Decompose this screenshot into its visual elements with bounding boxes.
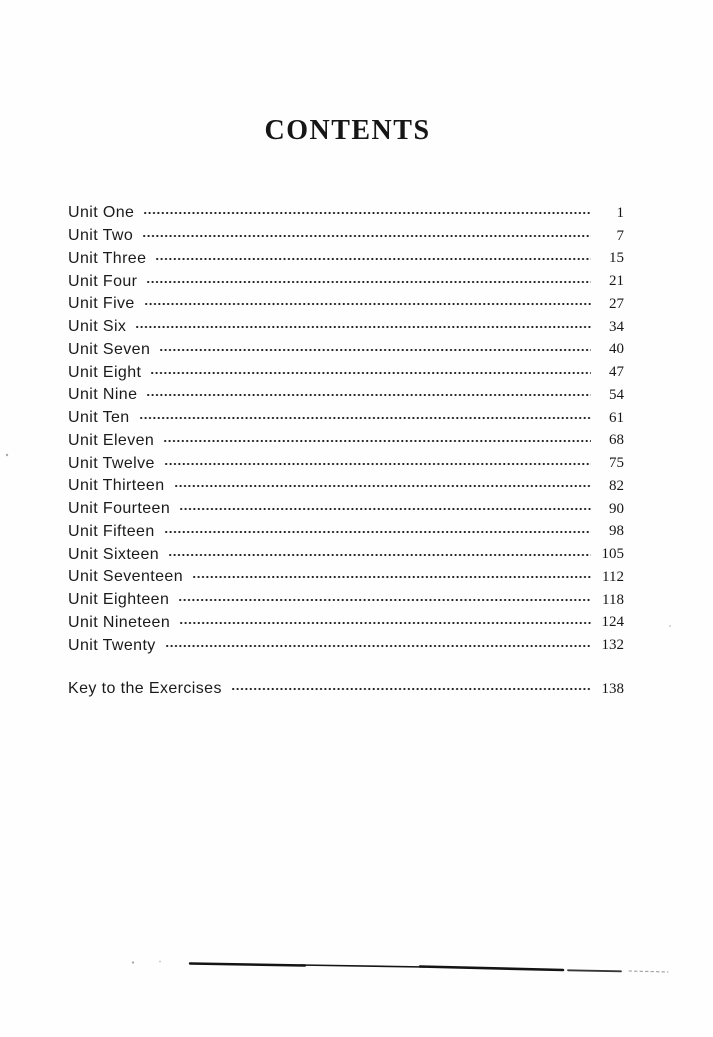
toc-entry-page-number: 90 bbox=[609, 500, 624, 517]
toc-entry-page-number: 40 bbox=[609, 341, 624, 358]
toc-entry bbox=[68, 270, 624, 293]
toc-entry bbox=[68, 225, 624, 248]
toc-entry-page-number: 15 bbox=[609, 250, 624, 267]
toc-entry-label: Unit Two bbox=[68, 227, 134, 245]
dot-leader bbox=[164, 527, 591, 537]
toc-entry bbox=[68, 407, 624, 430]
toc-entry bbox=[68, 293, 624, 316]
toc-entry bbox=[68, 498, 624, 521]
toc-entry-page-number: 34 bbox=[609, 318, 624, 335]
toc-entry-label: Unit Thirteen bbox=[68, 477, 165, 495]
page-title: CONTENTS bbox=[264, 115, 431, 146]
toc-entry-page-number: 54 bbox=[609, 386, 624, 403]
dot-leader bbox=[146, 277, 591, 287]
dot-leader bbox=[135, 322, 591, 332]
toc-entry-label: Unit One bbox=[68, 204, 135, 222]
toc-entry bbox=[68, 248, 624, 271]
toc-entry-page-number: 105 bbox=[601, 546, 624, 563]
toc-entry-page-number: 1 bbox=[616, 204, 624, 221]
toc-entry-label: Key to the Exercises bbox=[68, 680, 222, 698]
toc-entry-key bbox=[68, 678, 624, 701]
toc-entry bbox=[68, 316, 624, 339]
toc-entry bbox=[68, 612, 624, 635]
toc-entry-label: Unit Three bbox=[68, 249, 147, 267]
dot-leader bbox=[146, 390, 591, 400]
toc-entry-page-number: 47 bbox=[609, 364, 624, 381]
toc-entry-page-number: 112 bbox=[602, 568, 624, 585]
dot-leader bbox=[163, 436, 591, 446]
toc-entry bbox=[68, 430, 624, 453]
toc-entry-label: Unit Fourteen bbox=[68, 500, 171, 518]
toc-entry-page-number: 124 bbox=[601, 614, 624, 631]
toc-entry-page-number: 21 bbox=[609, 273, 624, 290]
toc-entry-page-number: 132 bbox=[601, 637, 624, 654]
toc-entry-page-number: 68 bbox=[609, 432, 624, 449]
toc-entry bbox=[68, 634, 624, 657]
dot-leader bbox=[231, 684, 591, 694]
dot-leader bbox=[174, 481, 591, 491]
toc-entry-page-number: 61 bbox=[609, 409, 624, 426]
dot-leader bbox=[144, 299, 591, 309]
toc-entry-page-number: 27 bbox=[609, 295, 624, 312]
toc-entry bbox=[68, 202, 624, 225]
dot-leader bbox=[143, 208, 591, 218]
dot-leader bbox=[179, 504, 591, 514]
toc-entry-label: Unit Six bbox=[68, 318, 127, 336]
dot-leader bbox=[178, 595, 591, 605]
dot-leader bbox=[165, 641, 591, 651]
toc-entry-label: Unit Eight bbox=[68, 363, 142, 381]
dot-leader bbox=[164, 459, 591, 469]
toc-entry bbox=[68, 566, 624, 589]
toc-entry-label: Unit Seventeen bbox=[68, 568, 184, 586]
toc-entry-label: Unit Four bbox=[68, 272, 138, 290]
toc-list bbox=[68, 202, 624, 701]
dot-leader bbox=[139, 413, 591, 423]
toc-entry bbox=[68, 521, 624, 544]
toc-entry-label: Unit Sixteen bbox=[68, 545, 160, 563]
toc-entry-label: Unit Eleven bbox=[68, 431, 155, 449]
toc-entry-page-number: 118 bbox=[602, 591, 624, 608]
dot-leader bbox=[142, 231, 591, 241]
scan-smudge-line bbox=[190, 964, 668, 973]
toc-entry-label: Unit Twelve bbox=[68, 454, 155, 472]
dot-leader bbox=[150, 368, 591, 378]
toc-entry-page-number: 138 bbox=[601, 680, 624, 697]
toc-entry-page-number: 82 bbox=[609, 477, 624, 494]
toc-entry-label: Unit Five bbox=[68, 295, 135, 313]
toc-entry-page-number: 98 bbox=[609, 523, 624, 540]
toc-entry-label: Unit Fifteen bbox=[68, 522, 155, 540]
dot-leader bbox=[168, 550, 591, 560]
toc-entry-page-number: 7 bbox=[616, 227, 624, 244]
toc-entry bbox=[68, 475, 624, 498]
toc-entry bbox=[68, 384, 624, 407]
toc-entry bbox=[68, 361, 624, 384]
dot-leader bbox=[179, 618, 591, 628]
dot-leader bbox=[192, 572, 591, 582]
dot-leader bbox=[159, 345, 591, 355]
toc-entry-label: Unit Eighteen bbox=[68, 591, 170, 609]
dot-leader bbox=[155, 254, 591, 264]
toc-entry-label: Unit Seven bbox=[68, 340, 151, 358]
toc-entry-label: Unit Ten bbox=[68, 409, 130, 427]
toc-entry-label: Unit Nine bbox=[68, 386, 138, 404]
toc-entry-label: Unit Nineteen bbox=[68, 613, 171, 631]
toc-entry-page-number: 75 bbox=[609, 455, 624, 472]
toc-entry-label: Unit Twenty bbox=[68, 636, 156, 654]
toc-entry bbox=[68, 589, 624, 612]
toc-entry bbox=[68, 452, 624, 475]
toc-entry bbox=[68, 543, 624, 566]
toc-entry bbox=[68, 339, 624, 362]
